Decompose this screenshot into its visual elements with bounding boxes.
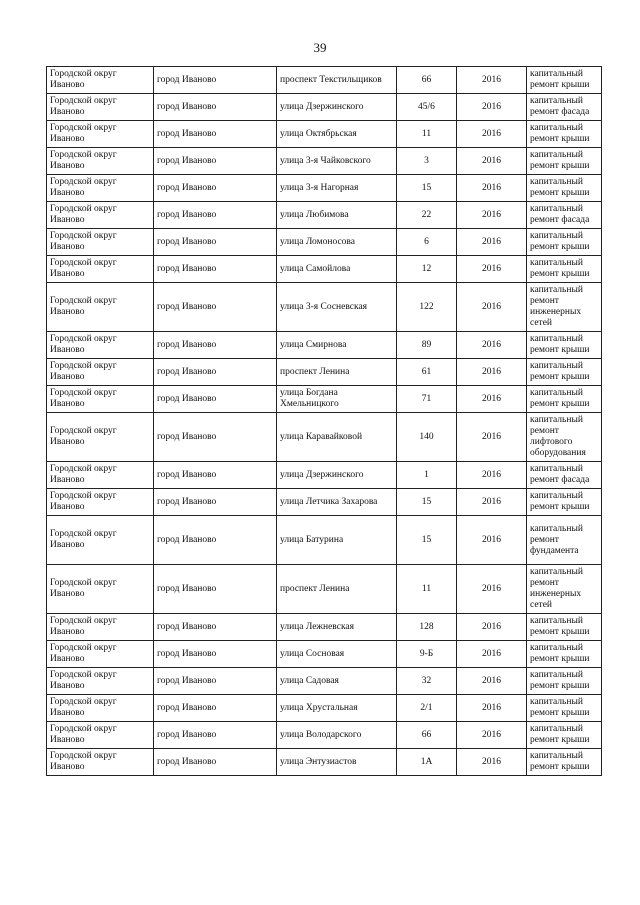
table-row — [47, 229, 602, 256]
street-cell: улица Лежневская — [277, 614, 397, 641]
district-cell: Городской округ Иваново — [47, 614, 154, 641]
house-number-cell: 11 — [397, 121, 457, 148]
table-row — [47, 283, 602, 332]
work-type-cell: капитальный ремонт крыши — [527, 614, 602, 641]
street-cell: улица Дзержинского — [277, 94, 397, 121]
house-number-cell: 32 — [397, 668, 457, 695]
table-row — [47, 256, 602, 283]
street-cell: улица 3-я Чайковского — [277, 148, 397, 175]
table-row — [47, 749, 602, 776]
work-type-cell: капитальный ремонт крыши — [527, 175, 602, 202]
work-type-cell: капитальный ремонт крыши — [527, 121, 602, 148]
year-cell: 2016 — [457, 722, 527, 749]
district-cell: Городской округ Иваново — [47, 148, 154, 175]
house-number-cell: 15 — [397, 489, 457, 516]
table-row — [47, 565, 602, 614]
work-type-cell: капитальный ремонт крыши — [527, 641, 602, 668]
street-cell: улица Хрустальная — [277, 695, 397, 722]
year-cell: 2016 — [457, 175, 527, 202]
work-type-cell: капитальный ремонт фундамента — [527, 516, 602, 565]
street-cell: улица Любимова — [277, 202, 397, 229]
city-cell: город Иваново — [154, 202, 277, 229]
city-cell: город Иваново — [154, 94, 277, 121]
table-row — [47, 722, 602, 749]
table-row — [47, 462, 602, 489]
street-cell: улица Сосновая — [277, 641, 397, 668]
table-row — [47, 202, 602, 229]
street-cell: проспект Ленина — [277, 359, 397, 386]
street-cell: проспект Текстильщиков — [277, 67, 397, 94]
district-cell: Городской округ Иваново — [47, 283, 154, 332]
year-cell: 2016 — [457, 121, 527, 148]
year-cell: 2016 — [457, 641, 527, 668]
table-row — [47, 94, 602, 121]
work-type-cell: капитальный ремонт крыши — [527, 722, 602, 749]
city-cell: город Иваново — [154, 565, 277, 614]
district-cell: Городской округ Иваново — [47, 175, 154, 202]
year-cell: 2016 — [457, 148, 527, 175]
city-cell: город Иваново — [154, 489, 277, 516]
work-type-cell: капитальный ремонт крыши — [527, 749, 602, 776]
year-cell: 2016 — [457, 462, 527, 489]
year-cell: 2016 — [457, 359, 527, 386]
work-type-cell: капитальный ремонт инженерных сетей — [527, 283, 602, 332]
district-cell: Городской округ Иваново — [47, 749, 154, 776]
house-number-cell: 140 — [397, 413, 457, 462]
street-cell: улица Каравайковой — [277, 413, 397, 462]
table-row — [47, 668, 602, 695]
district-cell: Городской округ Иваново — [47, 413, 154, 462]
district-cell: Городской округ Иваново — [47, 256, 154, 283]
city-cell: город Иваново — [154, 359, 277, 386]
table-row — [47, 121, 602, 148]
street-cell: улица Летчика Захарова — [277, 489, 397, 516]
year-cell: 2016 — [457, 695, 527, 722]
city-cell: город Иваново — [154, 695, 277, 722]
year-cell: 2016 — [457, 516, 527, 565]
work-type-cell: капитальный ремонт фасада — [527, 462, 602, 489]
work-type-cell: капитальный ремонт инженерных сетей — [527, 565, 602, 614]
street-cell: улица Октябрьская — [277, 121, 397, 148]
street-cell: улица Дзержинского — [277, 462, 397, 489]
table-row — [47, 614, 602, 641]
city-cell: город Иваново — [154, 641, 277, 668]
district-cell: Городской округ Иваново — [47, 695, 154, 722]
house-number-cell: 15 — [397, 516, 457, 565]
table-row — [47, 148, 602, 175]
street-cell: проспект Ленина — [277, 565, 397, 614]
district-cell: Городской округ Иваново — [47, 565, 154, 614]
work-type-cell: капитальный ремонт крыши — [527, 668, 602, 695]
house-number-cell: 66 — [397, 722, 457, 749]
work-type-cell: капитальный ремонт фасада — [527, 94, 602, 121]
street-cell: улица Богдана Хмельницкого — [277, 386, 397, 413]
house-number-cell: 3 — [397, 148, 457, 175]
district-cell: Городской округ Иваново — [47, 462, 154, 489]
page-number: 39 — [313, 40, 327, 55]
city-cell: город Иваново — [154, 722, 277, 749]
street-cell: улица Садовая — [277, 668, 397, 695]
street-cell: улица 3-я Нагорная — [277, 175, 397, 202]
table-row — [47, 359, 602, 386]
year-cell: 2016 — [457, 283, 527, 332]
work-type-cell: капитальный ремонт крыши — [527, 489, 602, 516]
house-number-cell: 11 — [397, 565, 457, 614]
year-cell: 2016 — [457, 489, 527, 516]
work-type-cell: капитальный ремонт крыши — [527, 148, 602, 175]
city-cell: город Иваново — [154, 148, 277, 175]
house-number-cell: 61 — [397, 359, 457, 386]
table-body — [47, 67, 602, 776]
year-cell: 2016 — [457, 565, 527, 614]
year-cell: 2016 — [457, 256, 527, 283]
district-cell: Городской округ Иваново — [47, 121, 154, 148]
work-type-cell: капитальный ремонт крыши — [527, 256, 602, 283]
table-row — [47, 695, 602, 722]
year-cell: 2016 — [457, 332, 527, 359]
year-cell: 2016 — [457, 749, 527, 776]
city-cell: город Иваново — [154, 516, 277, 565]
street-cell: улица Батурина — [277, 516, 397, 565]
district-cell: Городской округ Иваново — [47, 722, 154, 749]
house-number-cell: 122 — [397, 283, 457, 332]
street-cell: улица 3-я Сосневская — [277, 283, 397, 332]
city-cell: город Иваново — [154, 175, 277, 202]
year-cell: 2016 — [457, 67, 527, 94]
house-number-cell: 1 — [397, 462, 457, 489]
city-cell: город Иваново — [154, 413, 277, 462]
work-type-cell: капитальный ремонт крыши — [527, 229, 602, 256]
district-cell: Городской округ Иваново — [47, 94, 154, 121]
house-number-cell: 66 — [397, 67, 457, 94]
house-number-cell: 45/6 — [397, 94, 457, 121]
table-row — [47, 386, 602, 413]
street-cell: улица Самойлова — [277, 256, 397, 283]
year-cell: 2016 — [457, 413, 527, 462]
city-cell: город Иваново — [154, 332, 277, 359]
city-cell: город Иваново — [154, 283, 277, 332]
district-cell: Городской округ Иваново — [47, 202, 154, 229]
city-cell: город Иваново — [154, 462, 277, 489]
year-cell: 2016 — [457, 202, 527, 229]
work-type-cell: капитальный ремонт лифтового оборудования — [527, 413, 602, 462]
city-cell: город Иваново — [154, 67, 277, 94]
work-type-cell: капитальный ремонт крыши — [527, 695, 602, 722]
year-cell: 2016 — [457, 614, 527, 641]
street-cell: улица Ломоносова — [277, 229, 397, 256]
repair-schedule-table — [46, 66, 602, 776]
city-cell: город Иваново — [154, 256, 277, 283]
table-row — [47, 175, 602, 202]
city-cell: город Иваново — [154, 121, 277, 148]
work-type-cell: капитальный ремонт крыши — [527, 386, 602, 413]
year-cell: 2016 — [457, 386, 527, 413]
district-cell: Городской округ Иваново — [47, 359, 154, 386]
city-cell: город Иваново — [154, 386, 277, 413]
house-number-cell: 12 — [397, 256, 457, 283]
table-row — [47, 67, 602, 94]
street-cell: улица Энтузиастов — [277, 749, 397, 776]
house-number-cell: 15 — [397, 175, 457, 202]
street-cell: улица Володарского — [277, 722, 397, 749]
work-type-cell: капитальный ремонт крыши — [527, 67, 602, 94]
district-cell: Городской округ Иваново — [47, 641, 154, 668]
house-number-cell: 22 — [397, 202, 457, 229]
house-number-cell: 89 — [397, 332, 457, 359]
house-number-cell: 2/1 — [397, 695, 457, 722]
year-cell: 2016 — [457, 94, 527, 121]
year-cell: 2016 — [457, 668, 527, 695]
house-number-cell: 1А — [397, 749, 457, 776]
table-row — [47, 516, 602, 565]
district-cell: Городской округ Иваново — [47, 489, 154, 516]
table-row — [47, 332, 602, 359]
city-cell: город Иваново — [154, 614, 277, 641]
district-cell: Городской округ Иваново — [47, 229, 154, 256]
work-type-cell: капитальный ремонт крыши — [527, 359, 602, 386]
district-cell: Городской округ Иваново — [47, 332, 154, 359]
house-number-cell: 9-Б — [397, 641, 457, 668]
district-cell: Городской округ Иваново — [47, 67, 154, 94]
house-number-cell: 71 — [397, 386, 457, 413]
table-row — [47, 641, 602, 668]
work-type-cell: капитальный ремонт крыши — [527, 332, 602, 359]
district-cell: Городской округ Иваново — [47, 668, 154, 695]
city-cell: город Иваново — [154, 229, 277, 256]
city-cell: город Иваново — [154, 668, 277, 695]
city-cell: город Иваново — [154, 749, 277, 776]
district-cell: Городской округ Иваново — [47, 386, 154, 413]
table-row — [47, 413, 602, 462]
year-cell: 2016 — [457, 229, 527, 256]
house-number-cell: 128 — [397, 614, 457, 641]
house-number-cell: 6 — [397, 229, 457, 256]
street-cell: улица Смирнова — [277, 332, 397, 359]
work-type-cell: капитальный ремонт фасада — [527, 202, 602, 229]
district-cell: Городской округ Иваново — [47, 516, 154, 565]
table-row — [47, 489, 602, 516]
